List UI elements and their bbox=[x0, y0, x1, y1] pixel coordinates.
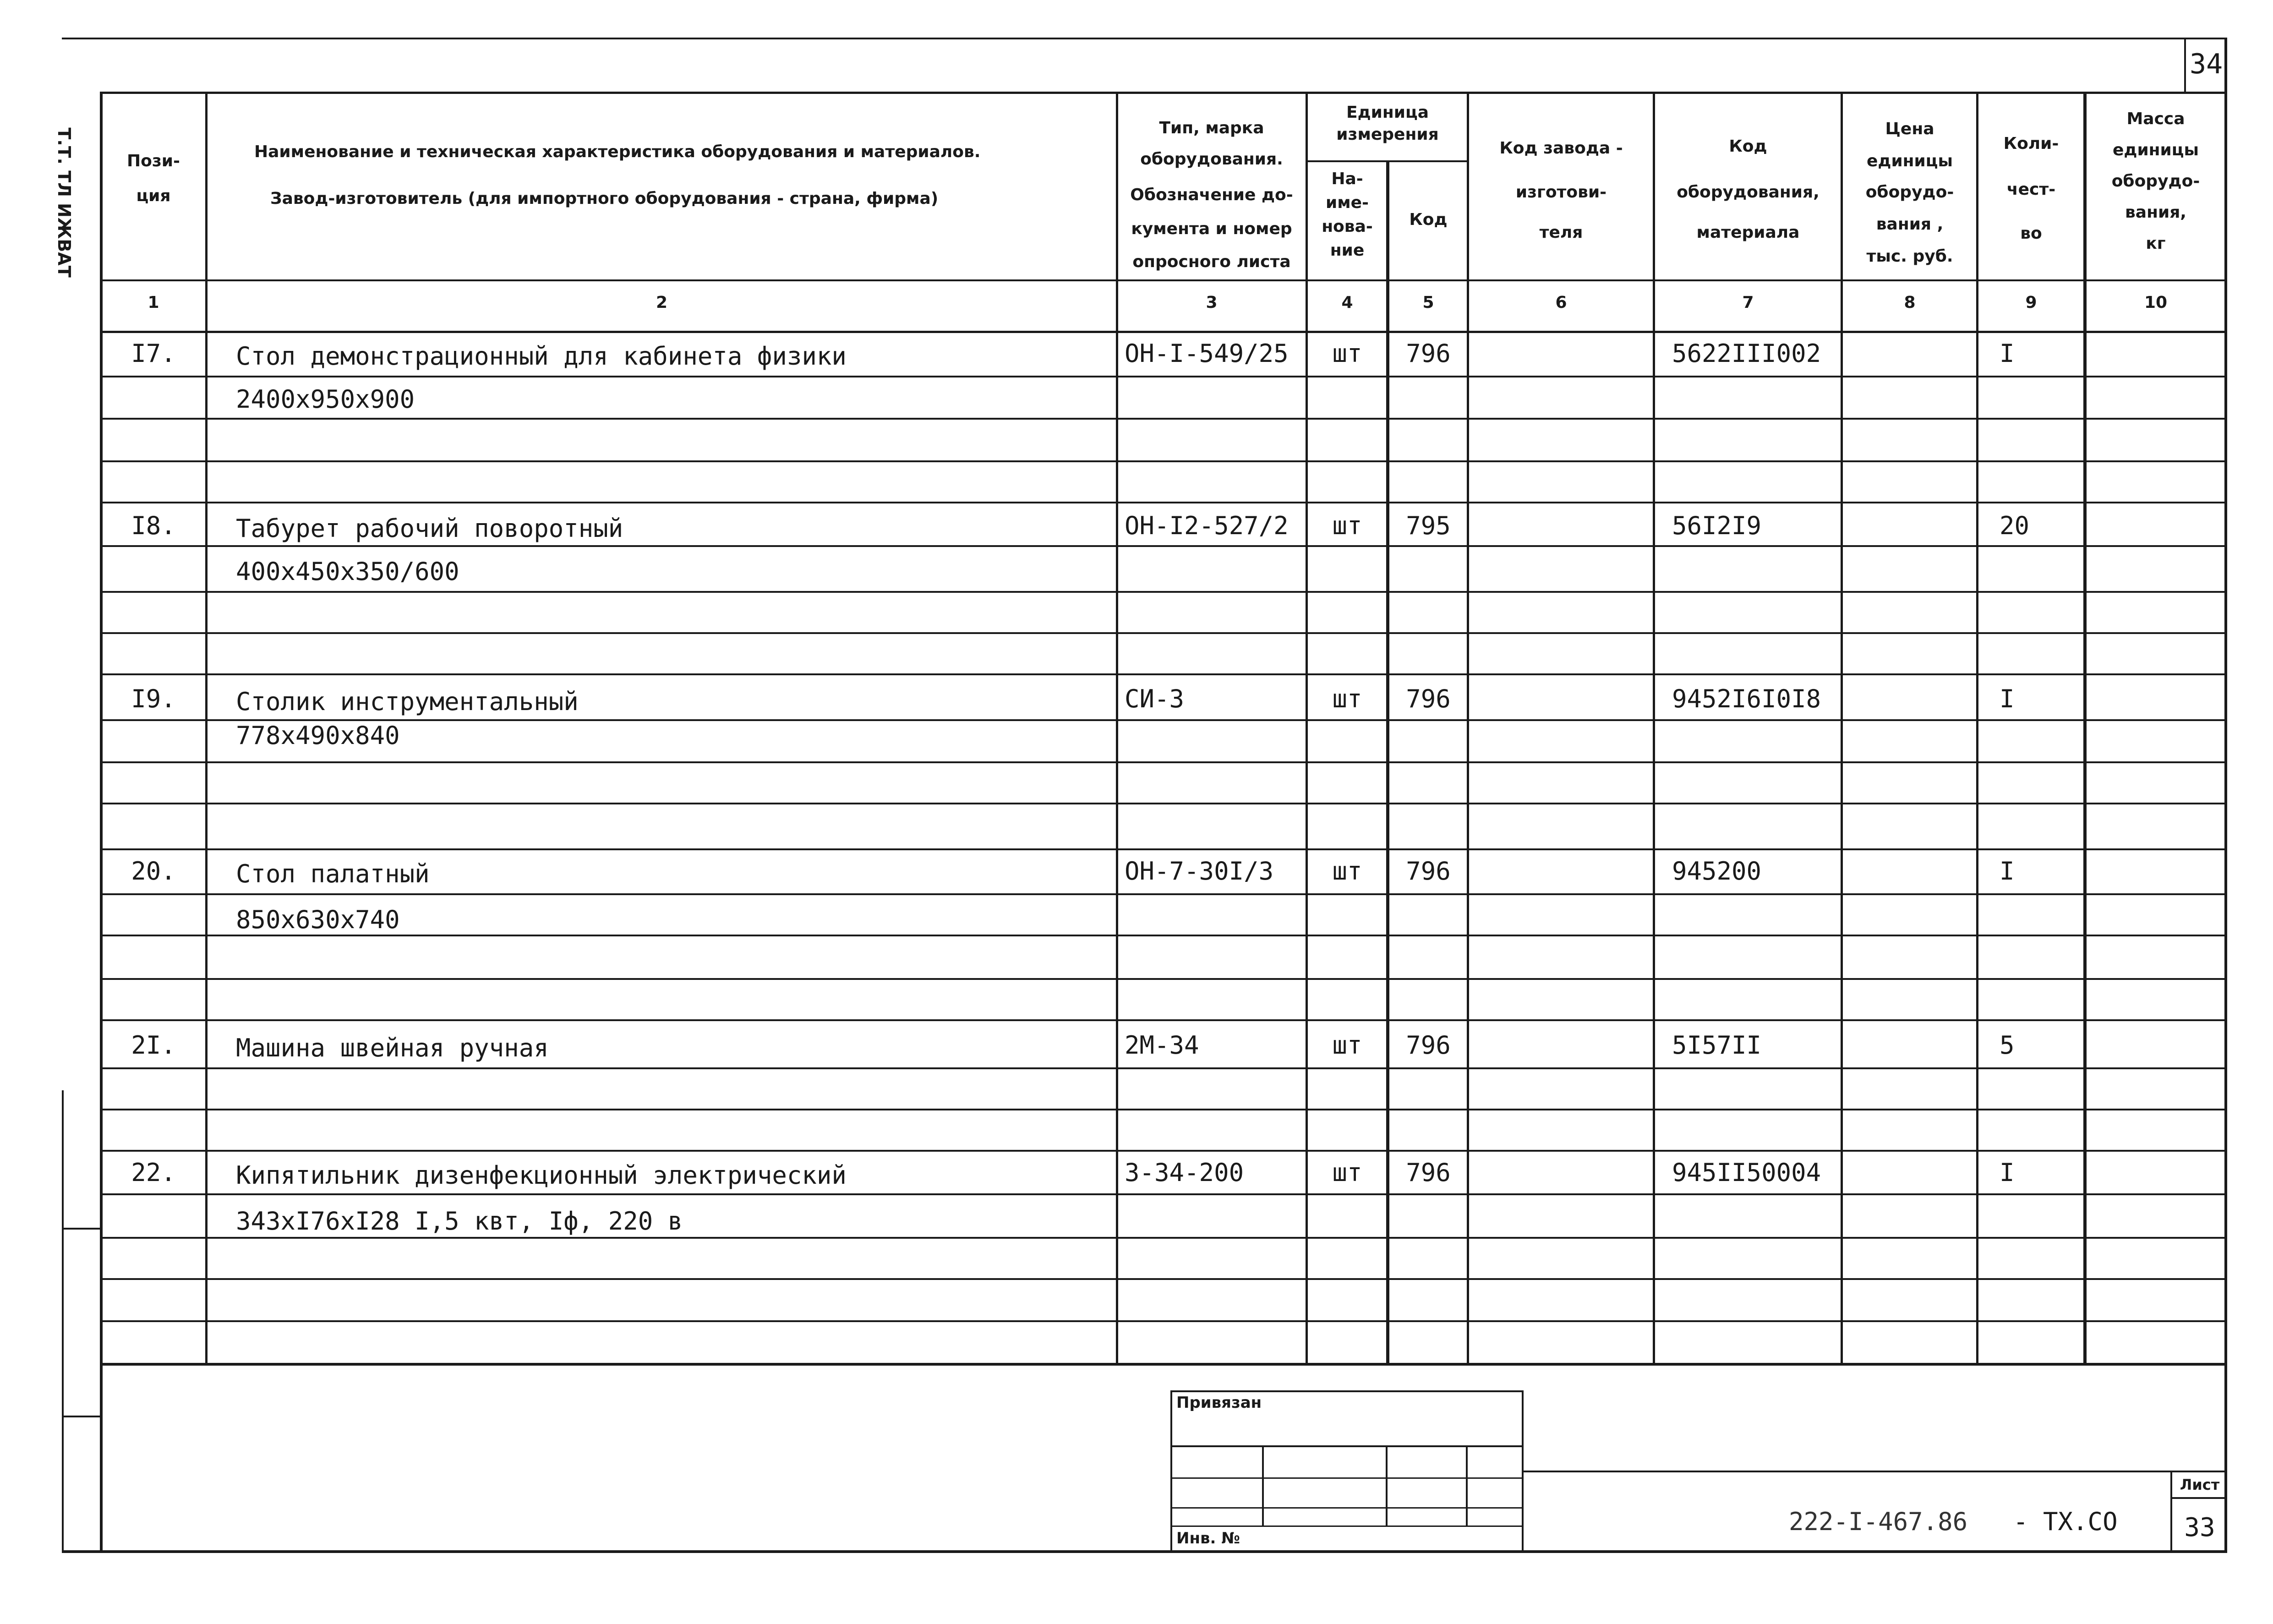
row-rule bbox=[101, 632, 2227, 634]
equip-code-cell: 945II50004 bbox=[1672, 1158, 1821, 1187]
document-suffix: - ТХ.СО bbox=[2013, 1507, 2118, 1536]
sheet-top-number: 34 bbox=[2190, 48, 2223, 80]
qty-cell: I bbox=[2000, 1158, 2015, 1187]
col-number-5: 5 bbox=[1422, 293, 1434, 312]
colnum-bottom-rule bbox=[101, 331, 2227, 333]
row-rule bbox=[101, 848, 2227, 850]
type-cell: 2М-34 bbox=[1125, 1031, 1199, 1060]
unit-code-cell: 796 bbox=[1406, 684, 1451, 713]
col-line-9-10 bbox=[2083, 92, 2087, 1365]
unit-cell: шт bbox=[1332, 339, 1362, 368]
unit-group-divider bbox=[1306, 160, 1469, 162]
qty-cell: I bbox=[2000, 339, 2015, 368]
dims-cell: 778х490х840 bbox=[236, 721, 400, 750]
name-cell: Стол палатный bbox=[236, 859, 430, 888]
col-number-10: 10 bbox=[2144, 293, 2168, 312]
type-cell: 3-34-200 bbox=[1125, 1158, 1244, 1187]
table-bottom-rule bbox=[101, 1363, 2227, 1366]
col-number-8: 8 bbox=[1904, 293, 1916, 312]
col-line-1-2 bbox=[205, 92, 208, 1365]
table-top-rule bbox=[101, 92, 2227, 94]
row-rule bbox=[101, 1320, 2227, 1322]
row-rule bbox=[101, 761, 2227, 763]
row-rule bbox=[101, 893, 2227, 895]
qty-cell: I bbox=[2000, 684, 2015, 713]
sheet-number: 33 bbox=[2184, 1513, 2215, 1542]
row-rule bbox=[101, 591, 2227, 593]
col-line-2-3 bbox=[1116, 92, 1118, 1365]
name-cell: Машина швейная ручная bbox=[236, 1033, 549, 1062]
equip-code-cell: 5622III002 bbox=[1672, 339, 1821, 368]
dims-cell: 343хI76хI28 I,5 квт, Iф, 220 в bbox=[236, 1207, 683, 1236]
name-cell: Стол демонстрационный для кабинета физики bbox=[236, 342, 847, 371]
qty-cell: I bbox=[2000, 857, 2015, 886]
unit-code-cell: 796 bbox=[1406, 1031, 1451, 1060]
col-line-7-8 bbox=[1841, 92, 1843, 1365]
col-number-6: 6 bbox=[1555, 293, 1567, 312]
dims-cell: 400х450х350/600 bbox=[236, 557, 459, 586]
unit-code-cell: 796 bbox=[1406, 339, 1451, 368]
document-code: 222-I-467.86 bbox=[1789, 1507, 1968, 1536]
position-cell: I7. bbox=[131, 339, 176, 368]
row-rule bbox=[101, 1150, 2227, 1152]
type-cell: ОН-I2-527/2 bbox=[1125, 511, 1289, 540]
row-rule bbox=[101, 978, 2227, 980]
equip-code-cell: 945200 bbox=[1672, 857, 1762, 886]
col-line-8-9 bbox=[1976, 92, 1978, 1365]
row-rule bbox=[101, 935, 2227, 936]
equip-code-cell: 56I2I9 bbox=[1672, 511, 1762, 540]
row-rule bbox=[101, 1019, 2227, 1021]
name-cell: Кипятильник дизенфекционный электрический bbox=[236, 1161, 847, 1190]
row-rule bbox=[101, 502, 2227, 503]
top-rule bbox=[62, 38, 2227, 39]
col-number-1: 1 bbox=[148, 293, 159, 312]
type-cell: ОН-I-549/25 bbox=[1125, 339, 1289, 368]
qty-cell: 5 bbox=[2000, 1031, 2015, 1060]
sheet-number-box-left bbox=[2184, 38, 2186, 93]
col-number-9: 9 bbox=[2025, 293, 2037, 312]
row-rule bbox=[101, 1278, 2227, 1280]
row-rule bbox=[101, 803, 2227, 804]
dims-cell: 2400х950х900 bbox=[236, 385, 415, 414]
row-rule bbox=[101, 460, 2227, 462]
col-line-6-7 bbox=[1653, 92, 1655, 1365]
unit-code-cell: 796 bbox=[1406, 1158, 1451, 1187]
name-cell: Табурет рабочий поворотный bbox=[236, 514, 623, 543]
margin-strip-rule-1 bbox=[62, 1228, 101, 1230]
margin-strip-rule-2 bbox=[62, 1416, 101, 1417]
inventory-label: Инв. № bbox=[1176, 1529, 1240, 1547]
row-rule bbox=[101, 1067, 2227, 1069]
frame-left-line bbox=[100, 92, 103, 1553]
unit-code-cell: 796 bbox=[1406, 857, 1451, 886]
unit-cell: шт bbox=[1332, 1158, 1362, 1187]
unit-code-cell: 795 bbox=[1406, 511, 1451, 540]
col-number-2: 2 bbox=[656, 293, 668, 312]
col-number-4: 4 bbox=[1341, 293, 1353, 312]
sheet-label: Лист bbox=[2180, 1476, 2220, 1493]
margin-strip-outer bbox=[62, 1090, 64, 1551]
unit-cell: шт bbox=[1332, 511, 1362, 540]
row-rule bbox=[101, 376, 2227, 377]
frame-bottom-line bbox=[62, 1550, 2227, 1553]
name-cell: Столик инструментальный bbox=[236, 687, 579, 716]
equip-code-cell: 9452I6I0I8 bbox=[1672, 684, 1821, 713]
position-cell: 22. bbox=[131, 1158, 176, 1187]
header-bottom-rule bbox=[101, 279, 2227, 281]
bound-label: Привязан bbox=[1176, 1394, 1262, 1412]
position-cell: I8. bbox=[131, 511, 176, 540]
qty-cell: 20 bbox=[2000, 511, 2030, 540]
row-rule bbox=[101, 1237, 2227, 1239]
row-rule bbox=[101, 1109, 2227, 1110]
position-cell: 20. bbox=[131, 857, 176, 886]
col-number-7: 7 bbox=[1742, 293, 1754, 312]
unit-cell: шт bbox=[1332, 684, 1362, 713]
type-cell: СИ-3 bbox=[1125, 684, 1185, 713]
row-rule bbox=[101, 545, 2227, 547]
frame-right-line bbox=[2224, 38, 2227, 1553]
dims-cell: 850х630х740 bbox=[236, 905, 400, 934]
row-rule bbox=[101, 673, 2227, 675]
row-rule bbox=[101, 1193, 2227, 1195]
header-col-5: Код bbox=[1409, 210, 1448, 229]
position-cell: 2I. bbox=[131, 1031, 176, 1060]
unit-cell: шт bbox=[1332, 1031, 1362, 1060]
equip-code-cell: 5I57II bbox=[1672, 1031, 1762, 1060]
position-cell: I9. bbox=[131, 684, 176, 713]
col-number-3: 3 bbox=[1206, 293, 1218, 312]
unit-cell: шт bbox=[1332, 857, 1362, 886]
type-cell: ОН-7-30I/3 bbox=[1125, 857, 1274, 886]
side-label: Т.Т. ТЛ ИЖВАТ bbox=[54, 127, 74, 278]
row-rule bbox=[101, 418, 2227, 420]
row-rule bbox=[101, 719, 2227, 721]
